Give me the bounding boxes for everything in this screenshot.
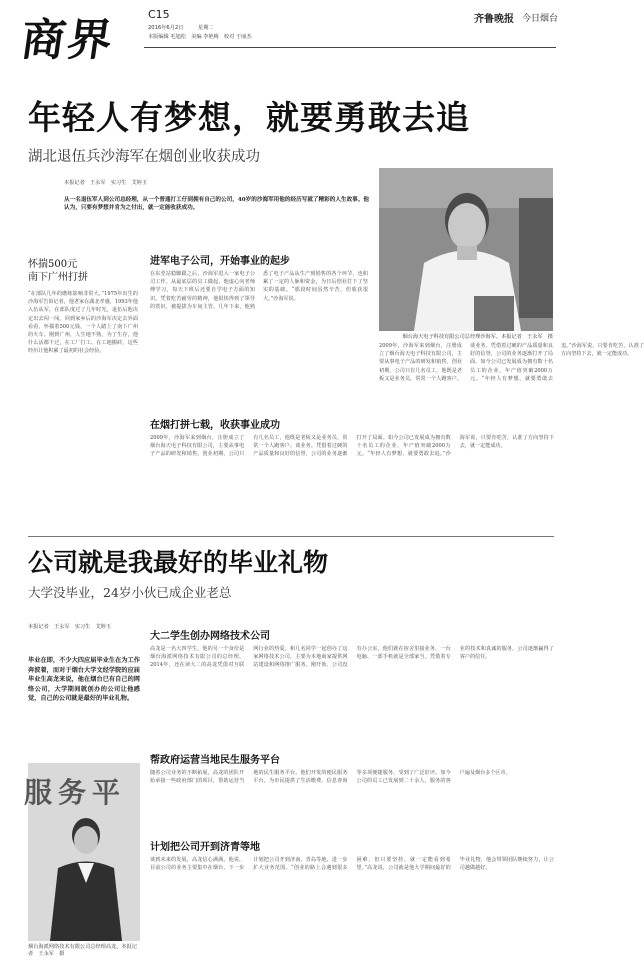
story-1-section-2-title: 在烟打拼七载，收获事业成功: [150, 420, 280, 431]
edition-name: 今日烟台: [522, 14, 559, 24]
story-1-side-text: “在部队几年的磨练影响非常大。”1975年出生的沙海军告诉记者，他老家在湖北孝感，1993年他入伍从军，在部队度过了几年时光，退伍后他决定出去闯一闯。回到家乡后的沙海军决定去外面看看，怀揣着500元钱，一个人踏上了南下广州的火车。刚到广州，人生地不熟，为了生存，他什么活都干过，在工厂打工、在工地搬砖，这些经历让他积累了最初的社会经验。: [28, 291, 138, 355]
story-1-section-1-title: 进军电子公司，开始事业的起步: [150, 256, 290, 267]
story-2-section-3-title: 计划把公司开到济青等地: [150, 842, 260, 853]
story-2-section-1-title: 大二学生创办网络技术公司: [150, 631, 270, 642]
story-2-photo: [24, 763, 140, 941]
story-2-section-1-text: 高龙是一名大四学生，他的另一个身份是烟台海派网络技术有限公司的总经理。2014年，还在读大二的高龙凭借对互联网行业的热爱，和几名同学一起创办了这家网络技术公司，主要为本地商家提供网站建设和网络推广服务。刚开始，公司没有办公室，他们就在宿舍里接业务，一台电脑、一部手机就是全部家当。凭借着专业的技术和真诚的服务，公司逐渐赢得了客户的信任。: [150, 646, 554, 669]
issue-weekday: 星期二: [198, 25, 214, 31]
paper-name: 齐鲁晚报: [474, 14, 514, 25]
story-2-photo-caption: 烟台海派网络技术有限公司总经理高龙。本报记者 王永军 摄: [28, 944, 137, 957]
section-logo: 商界: [17, 15, 117, 66]
page-editors: 本版编辑 毛旭松 美编 李艳梅 校对 于丽杰: [148, 34, 252, 40]
story-1-side-head-2: 南下广州打拼: [28, 272, 88, 283]
story-2-headline: 公司就是我最好的毕业礼物: [28, 548, 329, 577]
story-1-lead: 从一名退伍军人到公司总经理，从一个普通打工仔到拥有自己的公司，40岁的沙海军用他的经历写就了精彩的人生故事。他认为，只要有梦想并肯为之付出，就一定能收获成功。: [64, 197, 369, 211]
masthead-rule: [144, 47, 556, 48]
story-2-section-3-text: 谈到未来的发展，高龙信心满满。他说，目前公司的业务主要集中在烟台，下一步计划把公司开到济南、青岛等地，进一步扩大业务范围。“创业的路上会遇到很多困难，但只要坚持，就一定能看到希望。”高龙说，公司就是他大学期间最好的毕业礼物，他会带领团队继续努力，让公司越做越好。: [150, 857, 554, 872]
story-2-subhead: 大学没毕业，24岁小伙已成企业老总: [28, 585, 232, 600]
story-1-photo-caption: 烟台海天电子科技有限公司总经理沙海军。本报记者 王永军 摄: [402, 334, 553, 340]
story-1-headline: 年轻人有梦想，就要勇敢去追: [28, 98, 470, 137]
masthead: [0, 0, 580, 66]
story-1-subhead: 湖北退伍兵沙海军在烟创业收获成功: [28, 149, 260, 165]
story-2-lead: 毕业在即，不少大四应届毕业生在为工作奔波着，而对于烟台大学文经学院的应届毕业生高龙来说，他在烟台已有自己的网络公司，大学期间就创办的公司让他感觉，自己的公司就是最好的毕业礼物。: [28, 657, 140, 702]
story-2-section-2-text: 随着公司业务的不断拓展，高龙的团队开始承接一些政府部门的项目，帮助运营当地的民生服务平台。他们开发的便民服务平台，为市民提供了生活缴费、信息查询等多项便捷服务，受到了广泛好评。如今公司的员工已发展到二十余人，服务的客户遍及烟台多个区市。: [150, 770, 511, 785]
story-2-section-2-title: 帮政府运营当地民生服务平台: [150, 755, 280, 766]
issue-date: 2016年6月2日: [148, 25, 184, 31]
story-1-side-head-1: 怀揣500元: [28, 259, 78, 270]
story-1-section-1-text: 在东莞站稳脚跟之后，沙海军进入一家电子公司工作。从最底层的员工做起，他虚心向老师傅学习，每天下班后还要自学电子方面的知识。凭着吃苦耐劳的精神，他很快得到了领导的赏识，被提拔为车间主管。几年下来，他熟悉了电子产品从生产到销售的各个环节，也积累了一定的人脉和资金，为日后创业打下了坚实的基础。“那段时间虽然辛苦，但收获很大。”沙海军说。: [150, 271, 368, 310]
story-1-byline: 本报记者 王永军 实习生 艾婷玉: [64, 180, 148, 186]
story-1-section-2-text: 2009年，沙海军来到烟台，注册成立了烟台海天电子科技有限公司，主要从事电子产品的研发和销售。创业初期，公司只有几名员工，他既是老板又是业务员，常常一个人跑客户、谈业务。凭借着过硬的产品质量和良好的信誉，公司的业务逐渐打开了局面。如今公司已发展成为拥有数十名员工的企业，年产值突破2000万元。“年轻人有梦想，就要勇敢去追。”沙海军说，只要肯吃苦，认准了方向坚持下去，就一定能成功。: [150, 435, 554, 458]
portrait-illustration: [379, 168, 553, 331]
photo-backdrop-sign: 服务平: [24, 776, 127, 809]
story-1-photo: [379, 168, 553, 331]
portrait-illustration: [28, 763, 140, 941]
story-divider: [28, 536, 554, 537]
page-number: C15: [148, 8, 170, 21]
story-2-byline: 本报记者 王永军 实习生 艾婷玉: [28, 624, 112, 630]
story-1-continued-text: 2009年，沙海军来到烟台，注册成立了烟台海天电子科技有限公司，主要从事电子产品的研发和销售。创业初期，公司只有几名员工，他既是老板又是业务员，常常一个人跑客户、谈业务。凭借着过硬的产品质量和良好的信誉，公司的业务逐渐打开了局面。如今公司已发展成为拥有数十名员工的企业，年产值突破2000万元。“年轻人有梦想，就要勇敢去追。”沙海军说，只要肯吃苦，认准了方向坚持下去，就一定能成功。: [379, 343, 644, 382]
